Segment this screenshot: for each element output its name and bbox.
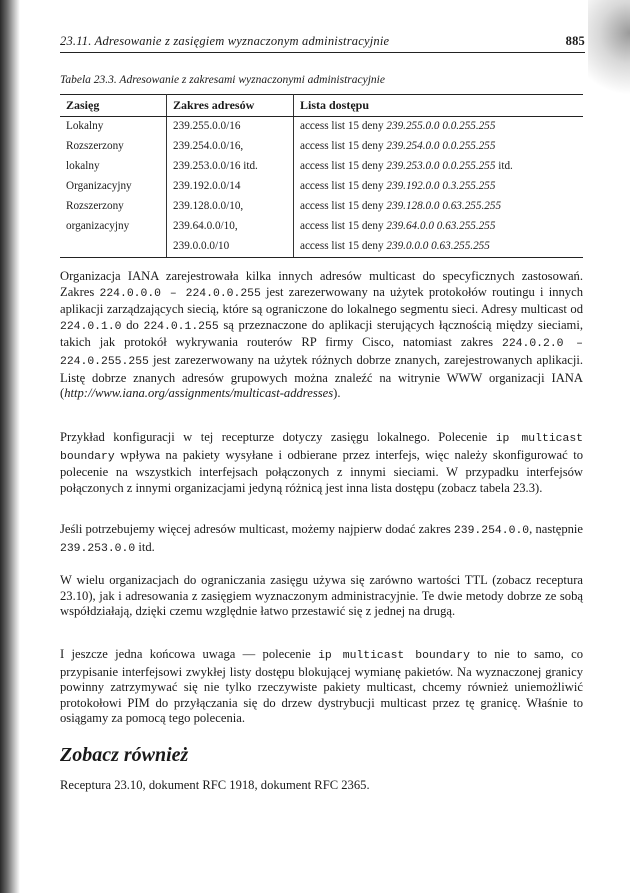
cell-scope: Rozszerzony (60, 197, 167, 217)
table-row (60, 177, 583, 197)
cell-range: 239.0.0.0/10 (167, 237, 294, 258)
see-also-heading: Zobacz również (60, 744, 189, 766)
cell-acl: access list 15 deny 239.255.0.0 0.0.255.255 (300, 120, 496, 132)
cell-range: 239.254.0.0/16, (167, 137, 294, 157)
paragraph-final-note: I jeszcze jedna końcowa uwaga — polecenie ip multicast boundary to nie to samo, co przypisanie interfejsowi zwykłej listy dostępu blokującej wymianę pakietów. Na wyznaczonej granicy powinny zatrzymywać się nie tylko rzeczywiste pakiety multicast, chcemy również uniemożliwić protokołowi PIM do przyłączania się do drzew dystrybucji multicast przez tę granicę. Właśnie to osiągamy za pomocą tego polecenia. (60, 647, 584, 726)
cell-acl: access list 15 deny 239.0.0.0 0.63.255.255 (294, 237, 584, 258)
cell-range: 239.255.0.0/16 (167, 117, 294, 138)
cell-acl: access list 15 deny 239.254.0.0 0.0.255.255 (300, 140, 496, 152)
paragraph-iana: Organizacja IANA zarejestrowała kilka innych adresów multicast do specyficznych zastosowań. Zakres 224.0.0.0 – 224.0.0.255 jest zarezerwowany na użytek protokołów routingu i innych aplikacji zarządzających siecią, które są ograniczone do lokalnego segmentu sieci. Adresy multicast od 224.0.1.0 do 224.0.1.255 są przeznaczone do aplikacji sterujących łącznością między sieciami, takich jak protokół wykrywania routerów RP firmy Cisco, natomiast zakres 224.0.2.0 – 224.0.255.255 jest zarezerwowany na użytek różnych dobrze znanych, zarejestrowanych aplikacji. Listę dobrze znanych adresów grupowych można znaleźć na witrynie WWW organizacji IANA (http://www.iana.org/assignments/multicast-addresses). (60, 269, 584, 401)
table-row (60, 137, 583, 157)
see-also-text: Receptura 23.10, dokument RFC 1918, dokument RFC 2365. (60, 778, 370, 792)
header-rule (60, 52, 585, 53)
iana-url: http://www.iana.org/assignments/multicast-addresses (64, 386, 334, 401)
cell-scope: Rozszerzony (60, 137, 167, 157)
running-header (60, 34, 585, 49)
cell-scope: organizacyjny (60, 217, 167, 237)
table-row (60, 157, 583, 177)
cell-range: 239.128.0.0/10, (167, 197, 294, 217)
page-number: 885 (565, 34, 585, 48)
paragraph-more-addresses: Jeśli potrzebujemy więcej adresów multicast, możemy najpierw dodać zakres 239.254.0.0, następnie 239.253.0.0 itd. (60, 522, 583, 555)
page-binding-shadow (0, 0, 20, 893)
column-header-acl: Lista dostępu (294, 95, 584, 117)
table-caption: Tabela 23.3. Adresowanie z zakresami wyznaczonymi administracyjnie (60, 74, 385, 86)
cell-scope: Organizacyjny (60, 177, 167, 197)
column-header-range: Zakres adresów (167, 95, 294, 117)
running-header-title: 23.11. Adresowanie z zasięgiem wyznaczonym administracyjnie (60, 34, 390, 48)
cell-acl: access list 15 deny 239.192.0.0 0.3.255.255 (300, 180, 496, 192)
paragraph-ttl: W wielu organizacjach do ograniczania zasięgu używa się zarówno wartości TTL (zobacz receptura 23.10), jak i adresowania z zasięgiem wyznaczonym administracyjnie. Te dwie metody dobrze ze sobą współdziałają, dzięki czemu względnie łatwo przestawić się z jednej na drugą. (60, 573, 583, 619)
cell-scope: Lokalny (60, 117, 167, 138)
page-corner-shadow (588, 0, 630, 110)
cell-scope: lokalny (60, 157, 167, 177)
cell-scope (60, 237, 167, 258)
cell-range: 239.253.0.0/16 itd. (167, 157, 294, 177)
table-row (60, 197, 583, 217)
cell-range: 239.192.0.0/14 (167, 177, 294, 197)
table-header-row (60, 95, 583, 117)
column-header-scope: Zasięg (60, 95, 167, 117)
address-table (60, 94, 583, 258)
cell-acl: access list 15 deny 239.64.0.0 0.63.255.255 (300, 220, 496, 232)
table-row (60, 117, 583, 138)
paragraph-example: Przykład konfiguracji w tej recepturze dotyczy zasięgu lokalnego. Polecenie ip multicast boundary wpływa na pakiety wysyłane i odbierane przez interfejs, więc należy skonfigurować to polecenie na wszystkich interfejsach połączonych z innymi sieciami. W przypadku interfejsów połączonych z innymi organizacjami jedyną różnicą jest inna lista dostępu (zobacz tabela 23.3). (60, 430, 583, 495)
cell-acl: access list 15 deny 239.253.0.0 0.0.255.255 itd. (300, 160, 513, 172)
cell-acl: access list 15 deny 239.128.0.0 0.63.255.255 (300, 200, 502, 212)
cell-range: 239.64.0.0/10, (167, 217, 294, 237)
table-row (60, 217, 583, 237)
table-row (60, 237, 583, 258)
